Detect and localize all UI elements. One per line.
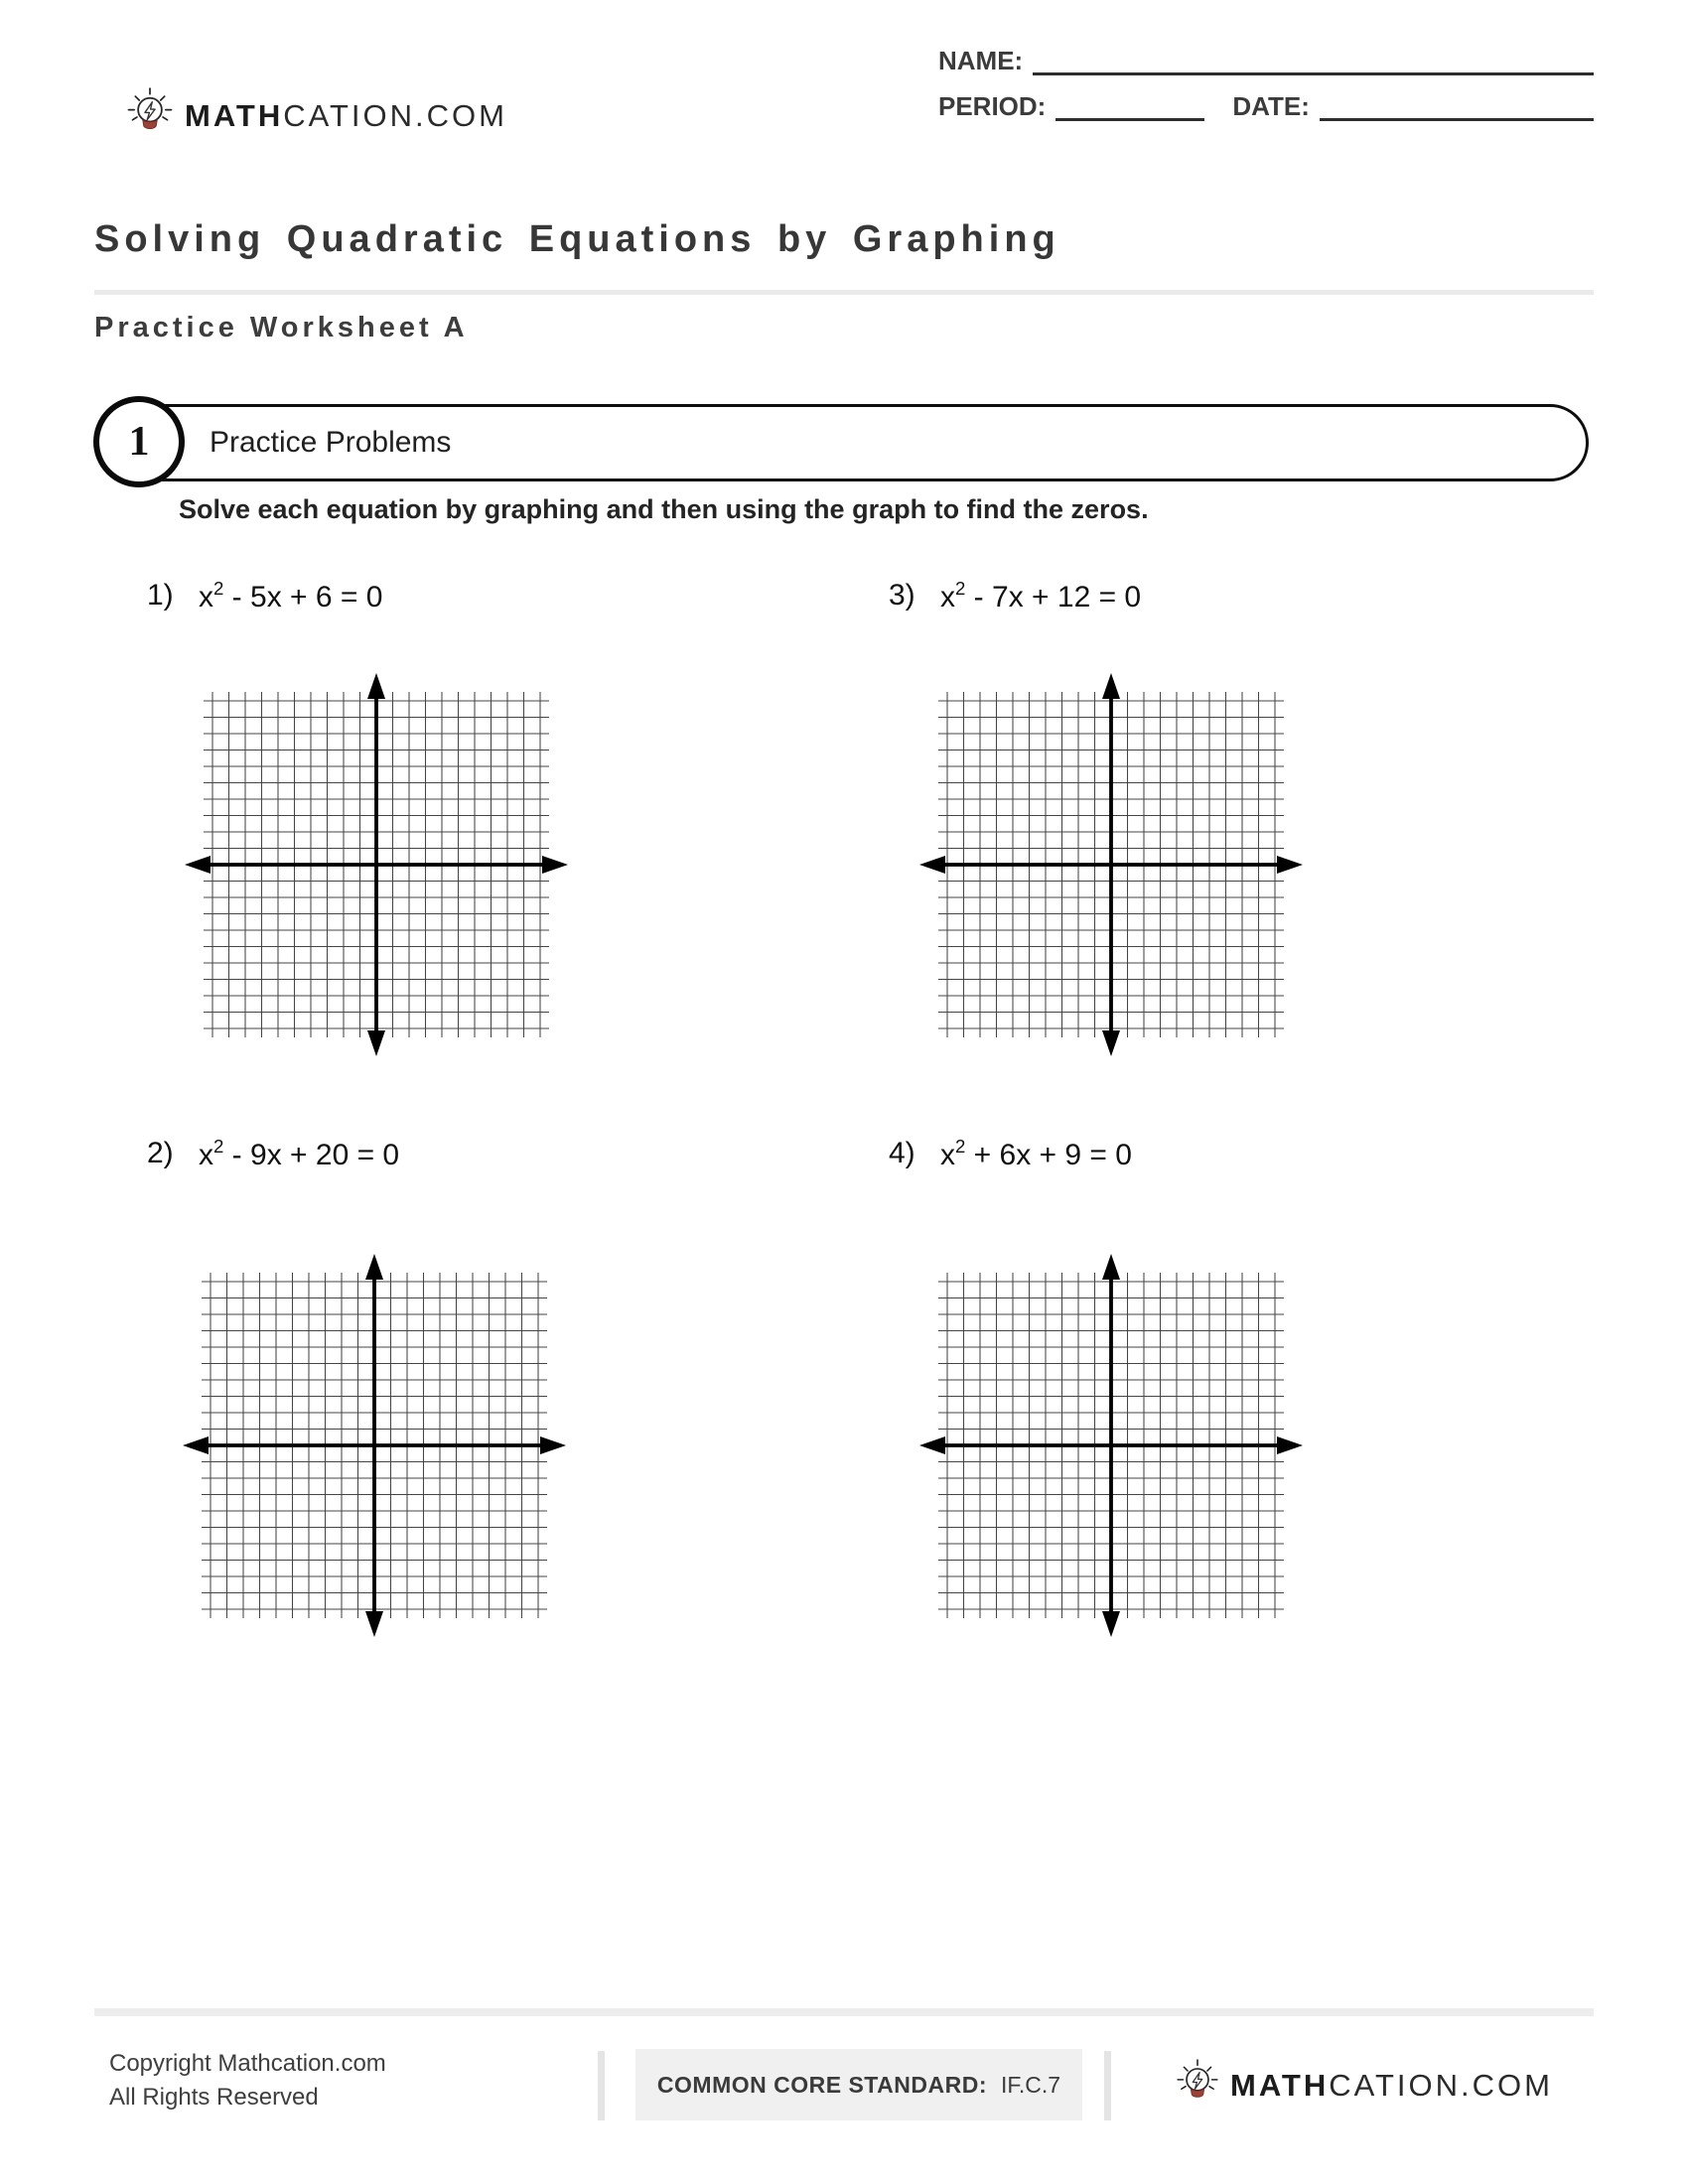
problem-1-grid: [183, 671, 570, 1058]
name-row: [938, 46, 1594, 75]
problem-2-number: 2): [147, 1137, 174, 1169]
date-label: DATE:: [1232, 91, 1310, 121]
problem-3-equation: [889, 579, 1141, 614]
page-title: Solving Quadratic Equations by Graphing: [94, 218, 1060, 260]
section-header-pill: [119, 404, 1589, 481]
section-number-badge: 1: [93, 396, 185, 487]
problem-1-number: 1): [147, 579, 174, 612]
divider-rule: [94, 290, 1594, 295]
common-core-standard-box: [635, 2049, 1082, 2120]
date-blank-line: [1320, 91, 1594, 121]
problem-4-grid: [917, 1252, 1305, 1639]
problem-4-equation: [889, 1137, 1132, 1172]
lightbulb-icon: [127, 87, 173, 144]
footer-logo: [1177, 2059, 1553, 2112]
copyright-line2: All Rights Reserved: [109, 2084, 319, 2111]
problem-2-grid: [181, 1252, 568, 1639]
student-info-block: [938, 46, 1594, 121]
period-label: PERIOD:: [938, 91, 1047, 121]
lightbulb-icon: [1177, 2059, 1218, 2112]
problem-3-grid: [917, 671, 1305, 1058]
equation-text: $x^2 + 6x + 9 = 0$: [940, 1136, 1132, 1171]
period-blank-line: [1055, 91, 1204, 121]
name-label: NAME:: [938, 46, 1024, 75]
section-heading: Practice Problems: [210, 426, 452, 459]
problem-3-number: 3): [889, 579, 915, 612]
section-instructions: Solve each equation by graphing and then using the graph to find the zeros.: [179, 494, 1149, 524]
standard-value: IF.C.7: [1000, 2071, 1061, 2098]
period-date-row: [938, 91, 1594, 121]
equation-text: $x^2 - 5x + 6 = 0$: [199, 578, 383, 614]
footer-vertical-divider: [598, 2051, 605, 2120]
equation-text: $x^2 - 7x + 12 = 0$: [940, 578, 1142, 614]
name-blank-line: [1033, 46, 1594, 75]
footer-copyright: [109, 2047, 386, 2115]
copyright-line1: Copyright Mathcation.com: [109, 2050, 386, 2077]
footer-vertical-divider: [1104, 2051, 1111, 2120]
problem-4-number: 4): [889, 1137, 915, 1169]
problem-2-equation: [147, 1137, 399, 1172]
footer-divider-band: [94, 2008, 1594, 2016]
header-logo: [127, 87, 507, 144]
problem-1-equation: [147, 579, 382, 614]
worksheet-subtitle: Practice Worksheet A: [94, 312, 469, 343]
equation-text: $x^2 - 9x + 20 = 0$: [199, 1136, 400, 1171]
standard-label: COMMON CORE STANDARD:: [656, 2071, 987, 2098]
logo-wordmark: MATHCATION.COM: [185, 97, 507, 133]
logo-wordmark: MATHCATION.COM: [1230, 2067, 1553, 2103]
